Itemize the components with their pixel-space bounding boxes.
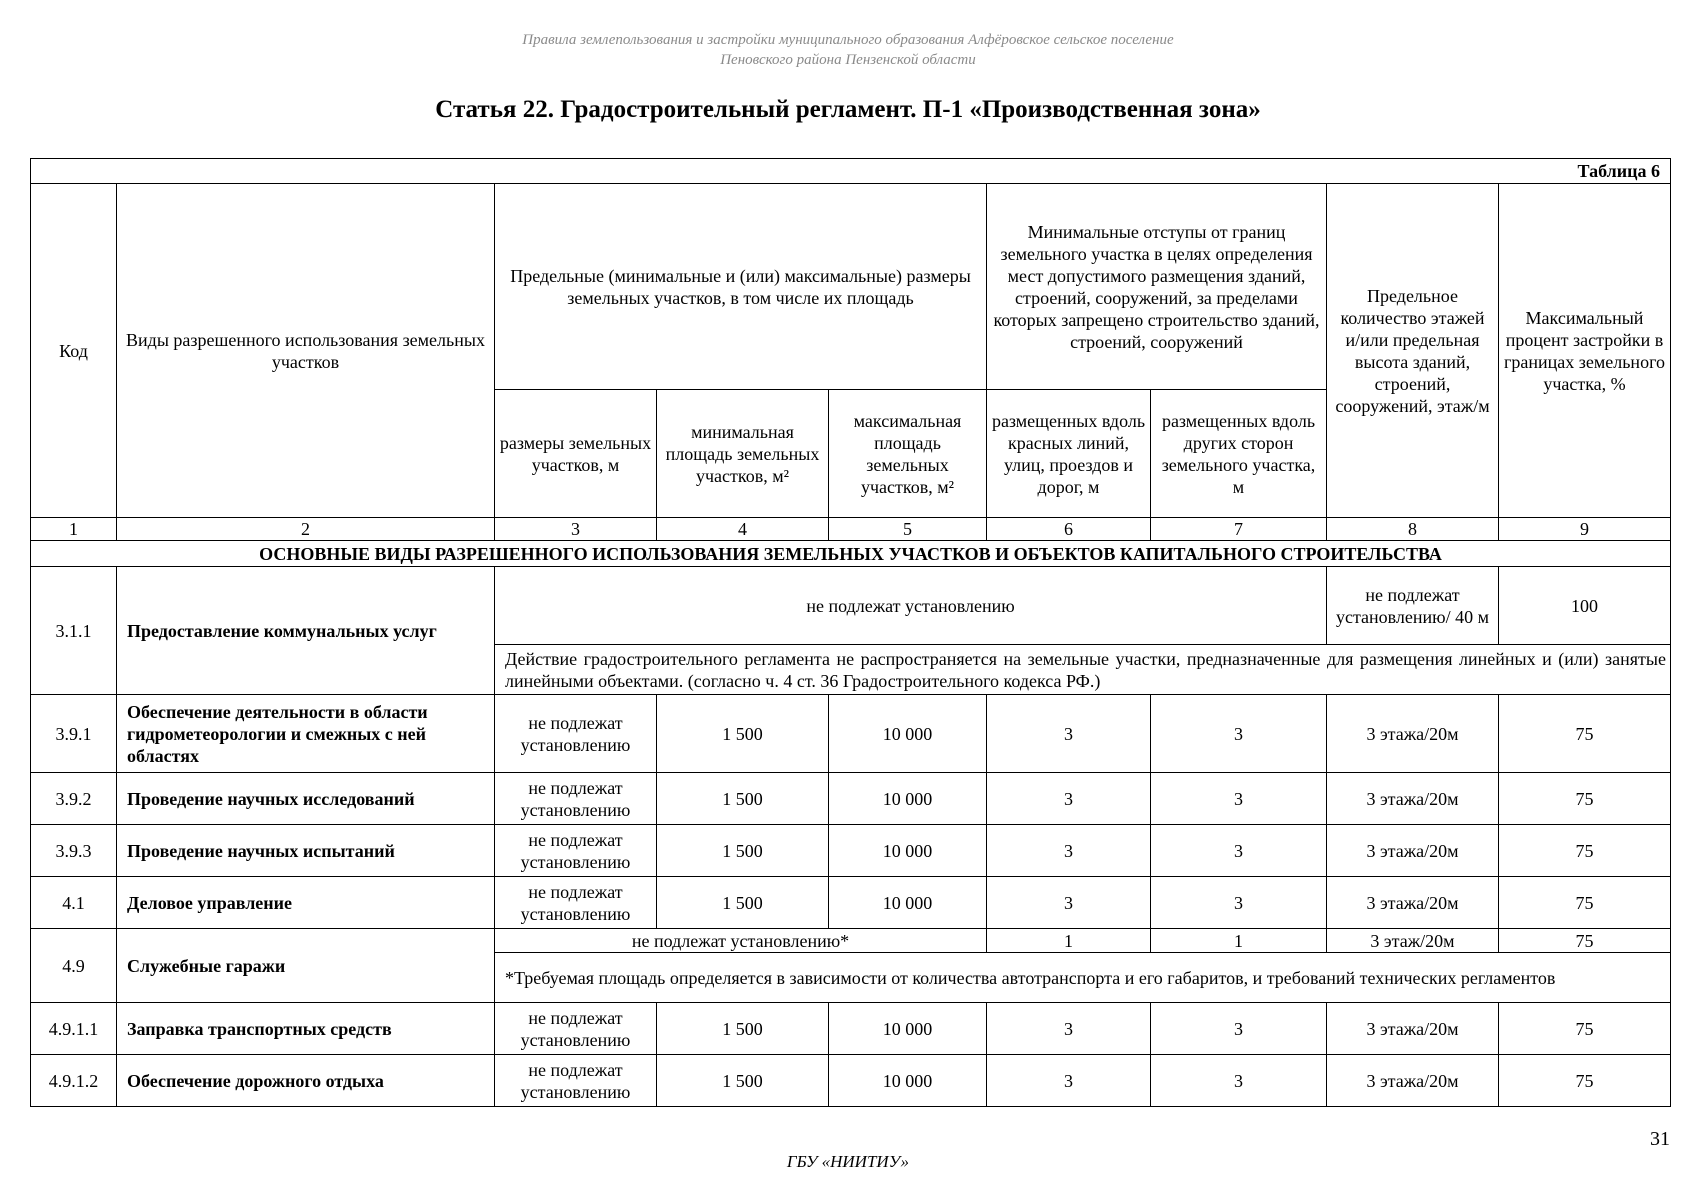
- row-code: 3.1.1: [31, 567, 117, 695]
- row-setback-red: 3: [987, 695, 1151, 773]
- row-floors: 3 этажа/20м: [1327, 773, 1499, 825]
- row-coverage: 75: [1499, 1003, 1671, 1055]
- row-max-area: 10 000: [829, 1055, 987, 1107]
- row-setback-red: 1: [987, 929, 1151, 953]
- row-min-area: 1 500: [657, 877, 829, 929]
- section-title: ОСНОВНЫЕ ВИДЫ РАЗРЕШЕННОГО ИСПОЛЬЗОВАНИЯ ЗЕМЕЛЬНЫХ УЧАСТКОВ И ОБЪЕКТОВ КАПИТАЛЬНОГО СТРОИТЕЛЬСТВА: [31, 541, 1671, 567]
- row-merged-value: не подлежат установлению: [495, 567, 1327, 645]
- header-floors: Предельное количество этажей и/или предельная высота зданий, строений, сооружений, этаж/м: [1327, 184, 1499, 518]
- row-name: Деловое управление: [117, 877, 495, 929]
- row-coverage: 75: [1499, 929, 1671, 953]
- header-max-area: максимальная площадь земельных участков, м²: [829, 390, 987, 518]
- row-note: *Требуемая площадь определяется в зависимости от количества автотранспорта и его габаритов, и требований технических регламентов: [495, 953, 1671, 1003]
- row-setback-red: 3: [987, 825, 1151, 877]
- row-name: Обеспечение дорожного отдыха: [117, 1055, 495, 1107]
- header-use-type: Виды разрешенного использования земельных участков: [117, 184, 495, 518]
- row-coverage: 75: [1499, 825, 1671, 877]
- row-setback-red: 3: [987, 877, 1151, 929]
- row-setback-other: 3: [1151, 877, 1327, 929]
- row-code: 4.9.1.2: [31, 1055, 117, 1107]
- row-size: не подлежат установлению: [495, 877, 657, 929]
- page-header-line2: Пеновского района Пензенской области: [720, 52, 976, 68]
- row-setback-other: 3: [1151, 1055, 1327, 1107]
- row-setback-red: 3: [987, 1055, 1151, 1107]
- row-setback-other: 3: [1151, 695, 1327, 773]
- column-number: 2: [117, 518, 495, 541]
- table-row: [31, 825, 1671, 877]
- header-coverage: Максимальный процент застройки в границах земельного участка, %: [1499, 184, 1671, 518]
- row-floors: не подлежат установлению/ 40 м: [1327, 567, 1499, 645]
- header-setbacks-group: Минимальные отступы от границ земельного участка в целях определения мест допустимого размещения зданий, строений, сооружений, за пределами которых запрещено строительство зданий, строений, сооружений: [987, 184, 1327, 390]
- row-floors: 3 этаж/20м: [1327, 929, 1499, 953]
- row-name: Проведение научных испытаний: [117, 825, 495, 877]
- table-row: [31, 929, 1671, 953]
- row-max-area: 10 000: [829, 773, 987, 825]
- header-code: Код: [31, 184, 117, 518]
- row-setback-other: 3: [1151, 773, 1327, 825]
- row-max-area: 10 000: [829, 695, 987, 773]
- column-number: 4: [657, 518, 829, 541]
- row-coverage: 100: [1499, 567, 1671, 645]
- row-name: Предоставление коммунальных услуг: [117, 567, 495, 695]
- row-floors: 3 этажа/20м: [1327, 695, 1499, 773]
- column-number: 9: [1499, 518, 1671, 541]
- column-number: 6: [987, 518, 1151, 541]
- page-footer: ГБУ «НИИТИУ»: [786, 1152, 910, 1171]
- column-number: 5: [829, 518, 987, 541]
- row-floors: 3 этажа/20м: [1327, 877, 1499, 929]
- row-coverage: 75: [1499, 1055, 1671, 1107]
- row-min-area: 1 500: [657, 1055, 829, 1107]
- row-max-area: 10 000: [829, 877, 987, 929]
- row-name: Обеспечение деятельности в области гидрометеорологии и смежных с ней областях: [117, 695, 495, 773]
- page-header: [0, 30, 1696, 70]
- row-note: Действие градостроительного регламента не распространяется на земельные участки, предназначенные для размещения линейных и (или) занятые линейными объектами. (согласно ч. 4 ст. 36 Градостроительного кодекса РФ.): [495, 645, 1671, 695]
- row-coverage: 75: [1499, 773, 1671, 825]
- column-numbers-row: [31, 518, 1671, 541]
- header-setback-other: размещенных вдоль других сторон земельного участка, м: [1151, 390, 1327, 518]
- row-code: 4.9.1.1: [31, 1003, 117, 1055]
- column-number: 7: [1151, 518, 1327, 541]
- row-setback-other: 3: [1151, 1003, 1327, 1055]
- header-min-area: минимальная площадь земельных участков, м²: [657, 390, 829, 518]
- row-code: 4.1: [31, 877, 117, 929]
- column-number: 8: [1327, 518, 1499, 541]
- column-number: 1: [31, 518, 117, 541]
- table-label: Таблица 6: [31, 159, 1671, 184]
- regulation-table: [30, 158, 1671, 1107]
- row-name: Проведение научных исследований: [117, 773, 495, 825]
- row-size: не подлежат установлению: [495, 1003, 657, 1055]
- row-code: 3.9.2: [31, 773, 117, 825]
- row-min-area: 1 500: [657, 1003, 829, 1055]
- row-name: Служебные гаражи: [117, 929, 495, 1003]
- table-row: [31, 567, 1671, 645]
- row-floors: 3 этажа/20м: [1327, 1055, 1499, 1107]
- row-size: не подлежат установлению: [495, 695, 657, 773]
- row-min-area: 1 500: [657, 695, 829, 773]
- row-name: Заправка транспортных средств: [117, 1003, 495, 1055]
- row-code: 4.9: [31, 929, 117, 1003]
- table-row: [31, 1055, 1671, 1107]
- page-title: Статья 22. Градостроительный регламент. П-1 «Производственная зона»: [435, 96, 1261, 123]
- header-sizes: размеры земельных участков, м: [495, 390, 657, 518]
- page-header-line1: Правила землепользования и застройки муниципального образования Алфёровское сельское поселение: [522, 32, 1174, 48]
- header-setback-red: размещенных вдоль красных линий, улиц, проездов и дорог, м: [987, 390, 1151, 518]
- row-coverage: 75: [1499, 695, 1671, 773]
- page-number: 31: [1650, 1128, 1670, 1150]
- row-code: 3.9.1: [31, 695, 117, 773]
- row-setback-other: 1: [1151, 929, 1327, 953]
- row-floors: 3 этажа/20м: [1327, 1003, 1499, 1055]
- row-max-area: 10 000: [829, 1003, 987, 1055]
- table-row: [31, 1003, 1671, 1055]
- table-row: [31, 695, 1671, 773]
- row-size: не подлежат установлению: [495, 825, 657, 877]
- table-row: [31, 877, 1671, 929]
- row-code: 3.9.3: [31, 825, 117, 877]
- row-setback-red: 3: [987, 773, 1151, 825]
- column-number: 3: [495, 518, 657, 541]
- row-floors: 3 этажа/20м: [1327, 825, 1499, 877]
- header-sizes-group: Предельные (минимальные и (или) максимальные) размеры земельных участков, в том числе их площадь: [495, 184, 987, 390]
- row-max-area: 10 000: [829, 825, 987, 877]
- table-row: [31, 773, 1671, 825]
- row-size: не подлежат установлению: [495, 773, 657, 825]
- row-min-area: 1 500: [657, 773, 829, 825]
- row-coverage: 75: [1499, 877, 1671, 929]
- row-setback-other: 3: [1151, 825, 1327, 877]
- row-min-area: 1 500: [657, 825, 829, 877]
- row-merged-value: не подлежат установлению*: [495, 929, 987, 953]
- row-size: не подлежат установлению: [495, 1055, 657, 1107]
- row-setback-red: 3: [987, 1003, 1151, 1055]
